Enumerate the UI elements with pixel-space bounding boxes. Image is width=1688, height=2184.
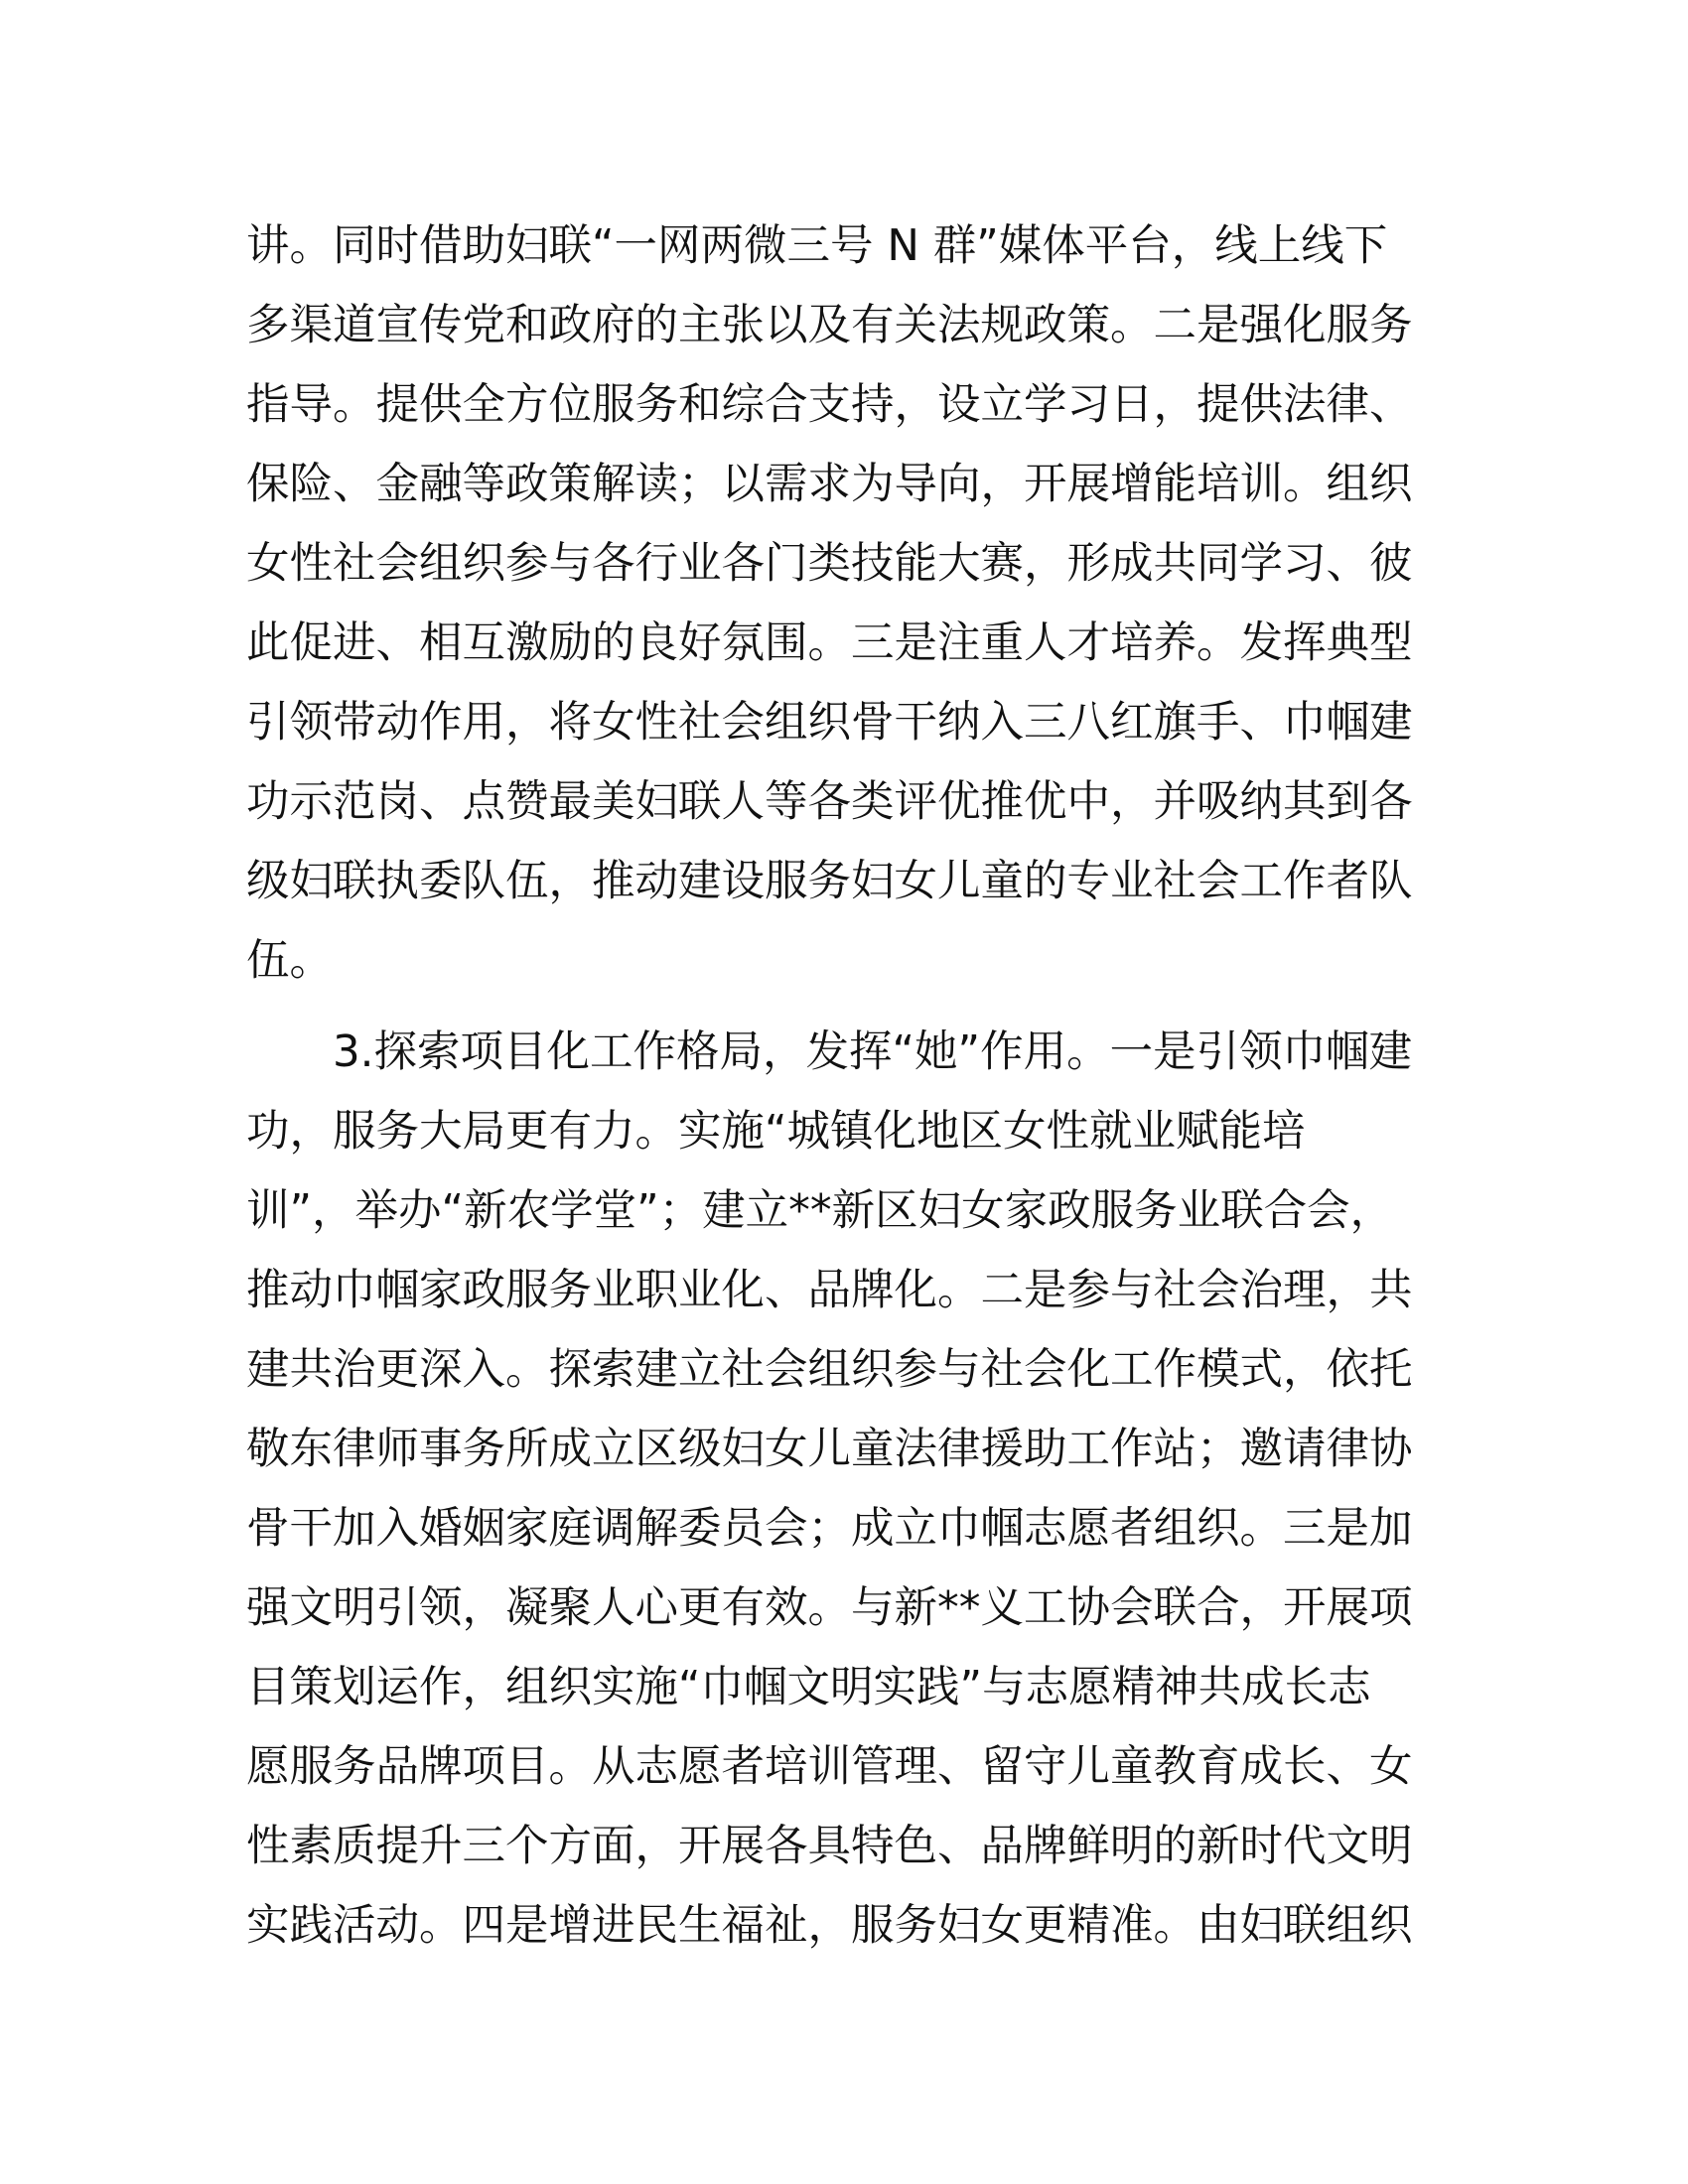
text-line: 级妇联执委队伍，推动建设服务妇女儿童的专业社会工作者队 <box>246 857 1413 906</box>
text-line: 功示范岗、点赞最美妇联人等各类评优推优中，并吸纳其到各 <box>246 777 1413 827</box>
text-line: 此促进、相互激励的良好氛围。三是注重人才培养。发挥典型 <box>246 618 1413 668</box>
text-line: 指导。提供全方位服务和综合支持，设立学习日，提供法律、 <box>246 380 1413 430</box>
paragraph-1 <box>246 206 1442 1001</box>
text-line: 实践活动。四是增进民生福祉，服务妇女更精准。由妇联组织 <box>246 1901 1413 1951</box>
paragraph-2 <box>246 1013 1442 1966</box>
text-line: 女性社会组织参与各行业各门类技能大赛，形成共同学习、彼 <box>246 539 1413 589</box>
text-line: 保险、金融等政策解读；以需求为导向，开展增能培训。组织 <box>246 460 1413 509</box>
text-line: 推动巾帼家政服务业职业化、品牌化。二是参与社会治理，共 <box>246 1266 1413 1315</box>
text-line: 骨干加入婚姻家庭调解委员会；成立巾帼志愿者组织。三是加 <box>246 1504 1413 1554</box>
text-line: 引领带动作用，将女性社会组织骨干纳入三八红旗手、巾帼建 <box>246 698 1413 748</box>
text-line: 训”，举办“新农学堂”；建立**新区妇女家政服务业联合会， <box>246 1186 1394 1236</box>
text-line: 性素质提升三个方面，开展各具特色、品牌鲜明的新时代文明 <box>246 1822 1413 1871</box>
document-body <box>246 206 1442 1966</box>
text-line: 伍。 <box>246 936 333 986</box>
text-line: 多渠道宣传党和政府的主张以及有关法规政策。二是强化服务 <box>246 301 1413 350</box>
text-line: 愿服务品牌项目。从志愿者培训管理、留守儿童教育成长、女 <box>246 1742 1413 1792</box>
text-line: 目策划运作，组织实施“巾帼文明实践”与志愿精神共成长志 <box>246 1663 1371 1712</box>
text-line: 讲。同时借助妇联“一网两微三号 N 群”媒体平台，线上线下 <box>246 221 1388 271</box>
text-line: 强文明引领，凝聚人心更有效。与新**义工协会联合，开展项 <box>246 1583 1413 1633</box>
text-line-first-indented: 3.探索项目化工作格局，发挥“她”作用。一是引领巾帼建 <box>333 1027 1413 1077</box>
text-line: 敬东律师事务所成立区级妇女儿童法律援助工作站；邀请律协 <box>246 1425 1413 1474</box>
text-line: 建共治更深入。探索建立社会组织参与社会化工作模式，依托 <box>246 1345 1413 1395</box>
text-line: 功，服务大局更有力。实施“城镇化地区女性就业赋能培 <box>246 1107 1306 1157</box>
